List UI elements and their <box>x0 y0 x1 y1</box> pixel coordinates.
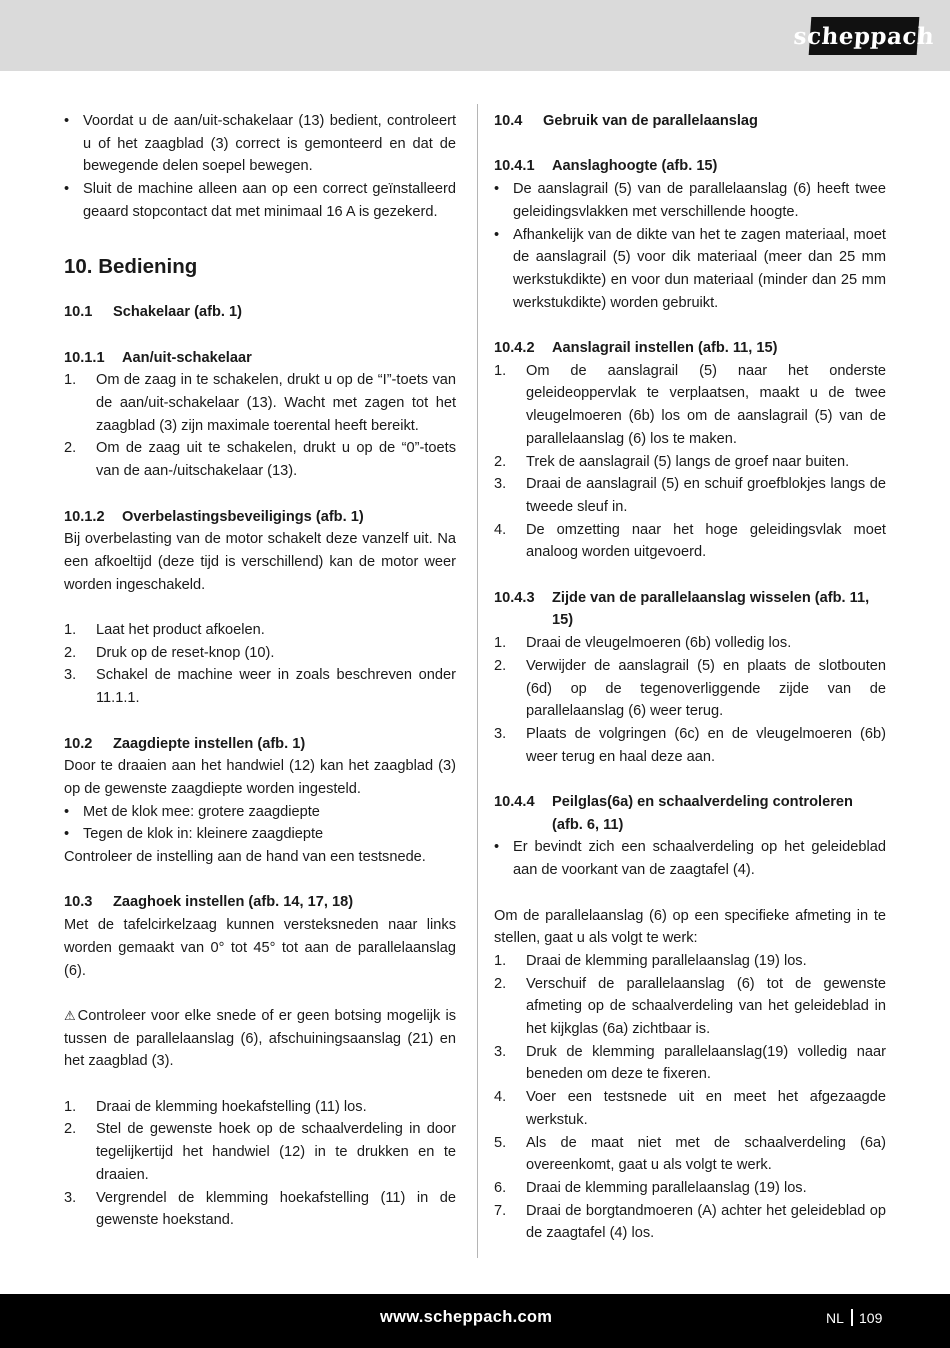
paragraph: Om de parallelaanslag (6) op een specifieke afmeting in te stellen, gaat u als volgt te werk: <box>494 907 886 947</box>
warning-note: ⚠ Controleer voor elke snede of er geen botsing mogelijk is tussen de parallelaanslag (6), afschuiningsaanslag (21) en het zaagblad (3). <box>64 1005 456 1073</box>
left-column <box>64 110 456 1232</box>
list-item: • Sluit de machine alleen aan op een correct geïnstalleerd geaard stopcontact dat met minimaal 16 A is gezekerd. <box>64 181 456 220</box>
list-item: • Er bevindt zich een schaalverdeling op het geleideblad aan de voorkant van de zaagtafel (4). <box>494 839 886 879</box>
section-heading: 10.4.4 Peilglas(6a) en schaalverdeling controleren (afb. 6, 11) <box>494 794 853 833</box>
brand-logo: scheppach <box>809 17 920 55</box>
footer-bar <box>0 1294 950 1348</box>
list-item: 1. Draai de vleugelmoeren (6b) volledig los. <box>494 635 792 652</box>
paragraph: Controleer de instelling aan de hand van een testsnede. <box>64 849 426 866</box>
paragraph: Bij overbelasting van de motor schakelt deze vanzelf uit. Na een afkoeltijd (deze tijd is verschillend) kan de motor weer worden ingeschakeld. <box>64 531 456 593</box>
list-item: 3. Druk de klemming parallelaanslag(19) volledig naar beneden om deze te fixeren. <box>494 1043 886 1083</box>
column-divider <box>477 104 478 1258</box>
list-item: • De aanslagrail (5) van de parallelaanslag (6) heeft twee geleidingsvlakken met verschillende hoogte. <box>494 181 886 220</box>
section-heading: 10.3 Zaaghoek instellen (afb. 14, 17, 18) <box>64 894 354 911</box>
list-item: 1. Om de aanslagrail (5) naar het onderste geleideoppervlak te verplaatsen, maakt u de twee vleugelmoeren (6b) los om de aanslagrail (5) van de parallelaanslag (6) los te maken. <box>494 362 886 447</box>
list-item: 2. Stel de gewenste hoek op de schaalverdeling in door tegelijkertijd het handwiel (12) in te drukken en te draaien. <box>64 1121 456 1183</box>
list-item: 2. Verwijder de aanslagrail (5) en plaats de slotbouten (6d) op de tegenoverliggende zijde van de parallelaanslag (6) weer terug. <box>494 657 886 720</box>
list-item: 3. Plaats de volgringen (6c) en de vleugelmoeren (6b) weer terug en haal deze aan. <box>494 725 886 765</box>
website-link[interactable]: www.scheppach.com <box>380 1308 553 1326</box>
list-item: • Afhankelijk van de dikte van het te zagen materiaal, moet de aanslagrail (5) voor dik materiaal (meer dan 25 mm werkstukdikte) en voor dun materiaal (minder dan 25 mm werkstukdikte) worden gebruikt. <box>494 226 886 311</box>
list-item: 3. Vergrendel de klemming hoekafstelling (11) in de gewenste hoekstand. <box>64 1189 456 1229</box>
section-heading: 10.1.2 Overbelastingsbeveiligings (afb. 1) <box>64 508 364 525</box>
list-item: • Met de klok mee: grotere zaagdiepte <box>64 803 320 820</box>
list-item: 7. Draai de borgtandmoeren (A) achter het geleideblad op de zaagtafel (4) los. <box>494 1202 886 1242</box>
page-number: 109 <box>859 1310 883 1326</box>
section-heading: 10.1.1 Aan/uit-schakelaar <box>64 349 252 366</box>
warning-icon: ⚠ <box>64 1007 76 1023</box>
section-heading: 10.4.1 Aanslaghoogte (afb. 15) <box>494 158 718 175</box>
paragraph: Met de tafelcirkelzaag kunnen versteksneden naar links worden gemaakt van 0° tot 45° tot aan de parallelaanslag (6). <box>64 917 456 979</box>
list-item: 1. Draai de klemming hoekafstelling (11) los. <box>64 1098 367 1115</box>
list-item: 1. Draai de klemming parallelaanslag (19) los. <box>494 952 807 969</box>
section-heading: 10.2 Zaagdiepte instellen (afb. 1) <box>64 735 306 752</box>
list-item: 1. Om de zaag in te schakelen, drukt u op de “I”-toets van de aan/uit-schakelaar (13). Wacht met zagen tot het zaagblad (3) zijn maximale toerental heeft bereikt. <box>64 372 456 434</box>
list-item: 2. Om de zaag uit te schakelen, drukt u op de “0”-toets van de aan-/uitschakelaar (13). <box>64 440 456 480</box>
list-item: 6. Draai de klemming parallelaanslag (19) los. <box>494 1179 807 1196</box>
list-item: • Voordat u de aan/uit-schakelaar (13) bedient, controleert u of het zaagblad (3) correct is gemonteerd en dat de bewegende delen soepel bewegen. <box>64 113 456 175</box>
list-item: 2. Druk op de reset-knop (10). <box>64 644 275 661</box>
list-item: 4. Voer een testsnede uit en meet het afgezaagde werkstuk. <box>494 1089 886 1128</box>
list-item: 2. Verschuif de parallelaanslag (6) tot de gewenste afmeting op de schaalverdeling van het geleideblad in het kijkglas (6a) zichtbaar is. <box>494 975 886 1038</box>
right-column <box>494 110 886 1245</box>
list-item: 3. Draai de aanslagrail (5) en schuif groefblokjes langs de tweede sleuf in. <box>494 476 886 515</box>
chapter-heading: 10. Bediening <box>64 255 198 279</box>
section-heading: 10.4.3 Zijde van de parallelaanslag wisselen (afb. 11, 15) <box>494 589 870 629</box>
language-code: NL <box>826 1310 844 1326</box>
section-heading: 10.4.2 Aanslagrail instellen (afb. 11, 15) <box>494 340 778 356</box>
paragraph: Door te draaien aan het handwiel (12) kan het zaagblad (3) op de gewenste zaagdiepte worden ingesteld. <box>64 758 456 797</box>
section-heading: 10.4 Gebruik van de parallelaanslag <box>494 113 758 129</box>
list-item: 4. De omzetting naar het hoge geleidingsvlak moet analoog worden uitgevoerd. <box>494 521 886 561</box>
list-item: 1. Laat het product afkoelen. <box>64 622 265 638</box>
list-item: 5. Als de maat niet met de schaalverdeling (6a) overeenkomt, gaat u als volgt te werk. <box>494 1134 886 1174</box>
footer-separator <box>851 1309 853 1326</box>
list-item: • Tegen de klok in: kleinere zaagdiepte <box>64 826 324 843</box>
list-item: 3. Schakel de machine weer in zoals beschreven onder 11.1.1. <box>64 667 456 707</box>
list-item: 2. Trek de aanslagrail (5) langs de groef naar buiten. <box>494 453 850 470</box>
section-heading: 10.1 Schakelaar (afb. 1) <box>64 304 242 321</box>
header-bar <box>0 0 950 71</box>
